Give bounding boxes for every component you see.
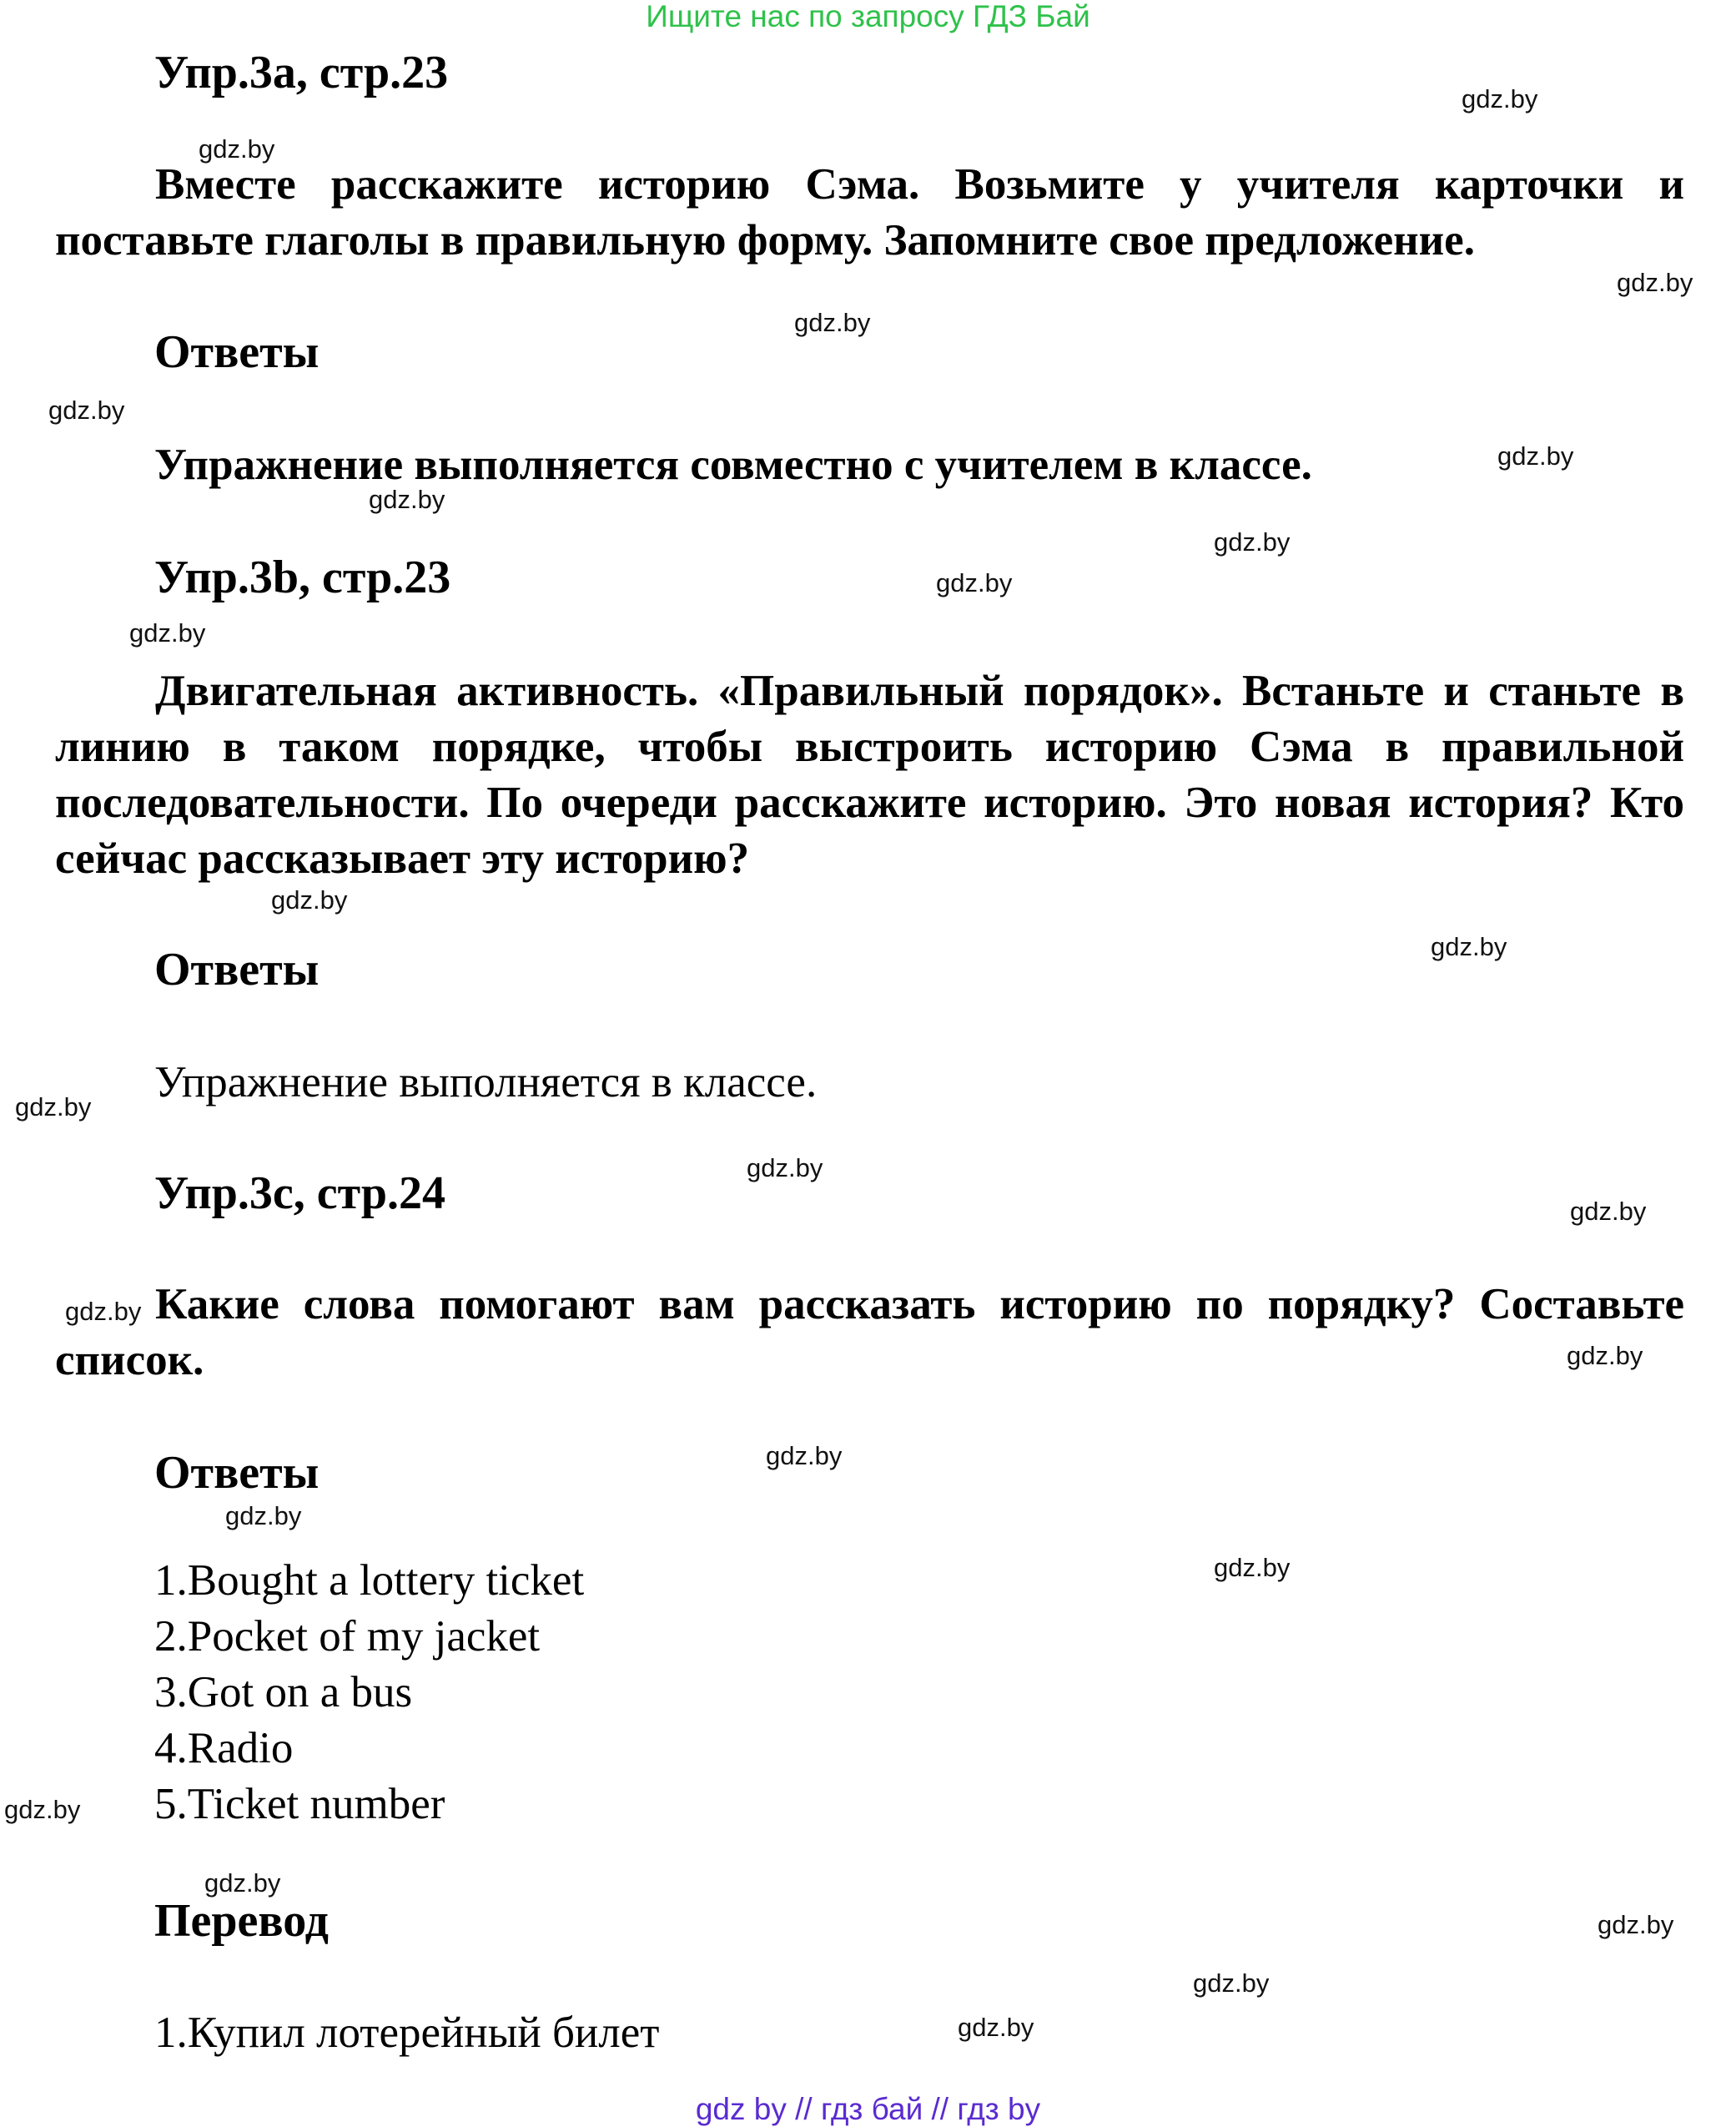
list-item: 3.Got on a bus [154, 1668, 413, 1716]
exercise-3b-heading: Упр.3b, стр.23 [154, 552, 451, 603]
watermark: gdz.by [958, 2013, 1034, 2042]
watermark: gdz.by [1214, 1553, 1291, 1582]
watermark: gdz.by [225, 1501, 302, 1530]
list-item: 1.Bought a lottery ticket [154, 1556, 585, 1605]
watermark: gdz.by [369, 485, 445, 514]
watermark: gdz.by [1617, 268, 1693, 297]
watermark: gdz.by [936, 568, 1013, 597]
translation-label: Перевод [154, 1895, 329, 1947]
watermark: gdz.by [766, 1441, 843, 1470]
watermark: gdz.by [1497, 441, 1574, 471]
watermark: gdz.by [48, 396, 125, 425]
watermark: gdz.by [1214, 527, 1291, 557]
exercise-3a-answers-label: Ответы [154, 326, 320, 378]
watermark: gdz.by [15, 1092, 92, 1121]
watermark: gdz.by [4, 1795, 81, 1824]
translation-item: 1.Купил лотерейный билет [154, 2009, 660, 2057]
list-item: 4.Radio [154, 1724, 294, 1772]
exercise-3a-heading: Упр.3а, стр.23 [154, 47, 449, 98]
watermark: gdz.by [271, 885, 348, 915]
answer-list [154, 1553, 584, 1832]
exercise-3b-answers-label: Ответы [154, 944, 320, 995]
watermark: gdz.by [1462, 84, 1538, 113]
footer-links[interactable]: gdz by // гдз бай // гдз by [695, 2092, 1041, 2126]
watermark: gdz.by [199, 134, 275, 164]
watermark: gdz.by [65, 1297, 142, 1326]
watermark: gdz.by [1431, 932, 1507, 961]
exercise-3a-answer: Упражнение выполняется совместно с учителем в классе. [154, 441, 1312, 489]
list-item: 5.Ticket number [154, 1780, 445, 1828]
exercise-3a-task: Вместе расскажите историю Сэма. Возьмите у учителя карточки и поставьте глаголы в правильную форму. Запомните свое предложение. [55, 160, 1684, 265]
exercise-3b-task: Двигательная активность. «Правильный порядок». Встаньте и станьте в линию в таком порядке, чтобы выстроить историю Сэма в правильной последовательности. По очереди расскажите историю. Это новая история? Кто сейчас рассказывает эту историю? [55, 667, 1684, 883]
watermark: gdz.by [129, 618, 206, 648]
exercise-3c-task: Какие слова помогают вам рассказать историю по порядку? Составьте список. [55, 1280, 1684, 1384]
exercise-3b-answer: Упражнение выполняется в классе. [154, 1058, 818, 1106]
watermark: gdz.by [204, 1868, 281, 1898]
watermark: gdz.by [1567, 1341, 1643, 1370]
top-search-banner[interactable]: Ищите нас по запросу ГДЗ Бай [646, 0, 1090, 33]
watermark: gdz.by [794, 308, 871, 337]
exercise-3c-heading: Упр.3с, стр.24 [154, 1167, 445, 1219]
watermark: gdz.by [747, 1153, 823, 1182]
watermark: gdz.by [1598, 1910, 1674, 1939]
watermark: gdz.by [1570, 1197, 1647, 1226]
exercise-3c-answers-label: Ответы [154, 1447, 320, 1499]
watermark: gdz.by [1193, 1968, 1270, 1998]
list-item: 2.Pocket of my jacket [154, 1612, 541, 1661]
